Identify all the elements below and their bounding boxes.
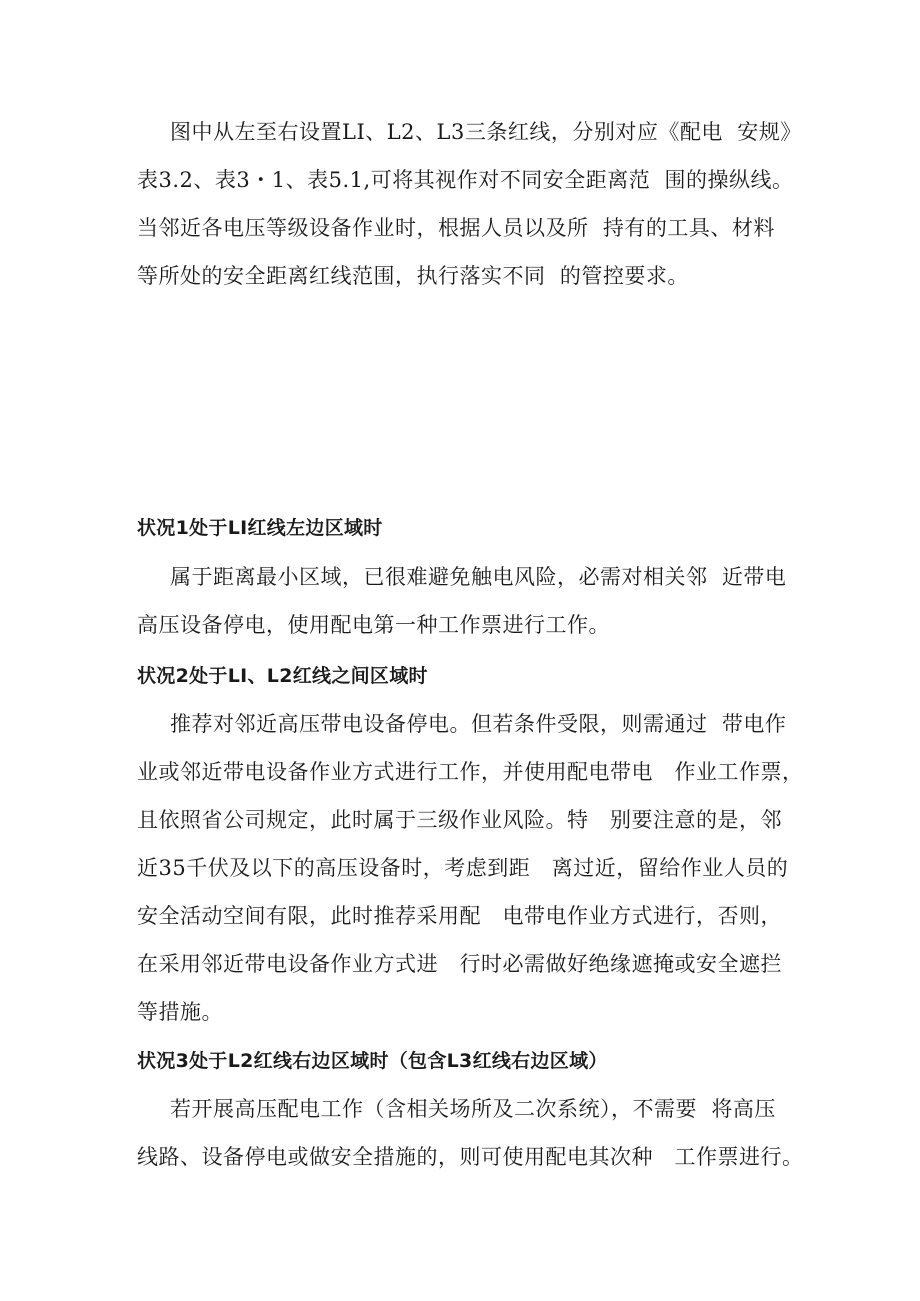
text-line: 高压设备停电，使用配电第一种工作票进行工作。	[137, 613, 610, 637]
section-heading: 状况3处于L2红线右边区域时（包含L3红线右边区域）	[137, 1050, 608, 1072]
text-line: 表3.2、表3・1、表5.1,可将其视作对不同安全距离范 围的操纵线。	[137, 168, 794, 192]
text-line: 当邻近各电压等级设备作业时，根据人员以及所 持有的工具、材料	[137, 216, 775, 240]
text-line: 业或邻近带电设备作业方式进行工作，并使用配电带电 作业工作票，	[137, 760, 804, 784]
text-line: 等措施。	[137, 1000, 223, 1024]
text-line: 属于距离最小区域，已很难避免触电风险，必需对相关邻 近带电	[170, 565, 787, 589]
text-line: 等所处的安全距离红线范围，执行落实不同 的管控要求。	[137, 264, 689, 288]
text-line: 若开展高压配电工作（含相关场所及二次系统），不需要 将高压	[170, 1097, 776, 1121]
section-heading: 状况1处于LI红线左边区域时	[137, 517, 383, 539]
text-line: 推荐对邻近高压带电设备停电。但若条件受限，则需通过 带电作	[170, 712, 787, 736]
text-line: 在采用邻近带电设备作业方式进 行时必需做好绝缘遮掩或安全遮拦	[137, 952, 783, 976]
text-line: 安全活动空间有限，此时推荐采用配 电带电作业方式进行，否则，	[137, 904, 783, 928]
text-line: 线路、设备停电或做安全措施的，则可使用配电其次种 工作票进行。	[137, 1145, 804, 1169]
text-line: 近35千伏及以下的高压设备时，考虑到距 离过近，留给作业人员的	[137, 856, 789, 880]
text-line: 且依照省公司规定，此时属于三级作业风险。特 别要注意的是，邻	[137, 808, 783, 832]
text-line: 图中从左至右设置LI、L2、L3三条红线，分别对应《配电 安规》	[170, 120, 802, 144]
section-heading: 状况2处于LI、L2红线之间区域时	[137, 665, 428, 687]
